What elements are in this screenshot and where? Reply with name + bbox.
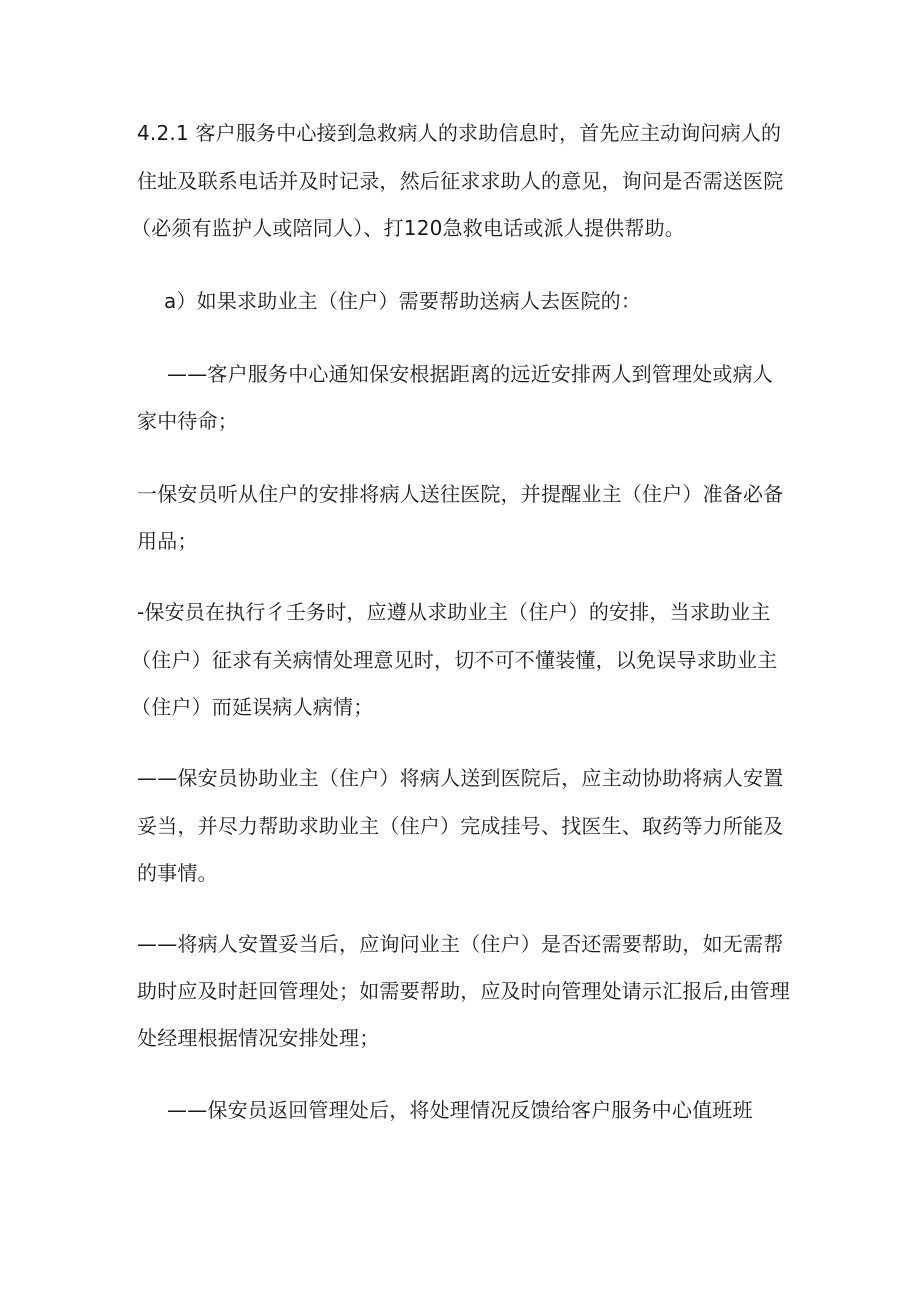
- text-line: a）如果求助业主（住户）需要帮助送病人去医院的：: [164, 289, 642, 313]
- text-line: -保安员在执行彳壬务时，应遵从求助业主（住户）的安排，当求助业主: [137, 600, 771, 624]
- text-line: （住户）而延误病人病情；: [131, 695, 374, 719]
- text-line: （必须有监护人或陪同人）、打120急救电话或派人提供帮助。: [131, 216, 685, 240]
- text-line: ——保安员协助业主（住户）将病人送到医院后，应主动协助将病人安置: [137, 766, 784, 790]
- text-line: 助时应及时赶回管理处；如需要帮助，应及时向管理处请示汇报后,由管理: [137, 979, 790, 1003]
- text-line: 家中待命；: [137, 409, 238, 433]
- text-line: ——保安员返回管理处后，将处理情况反馈给客户服务中心值班班: [167, 1098, 753, 1122]
- text-line: ——客户服务中心通知保安根据距离的远近安排两人到管理处或病人: [167, 362, 773, 386]
- text-line: （住户）征求有关病情处理意见时，切不可不懂装懂，以免误导求助业主: [131, 648, 778, 672]
- text-line: 住址及联系电话并及时记录，然后征求求助人的意见，询问是否需送医院: [137, 169, 784, 193]
- text-line: 处经理根据情况安排处理；: [137, 1026, 380, 1050]
- text-line: 一保安员听从住户的安排将病人送往医院，并提醒业主（住户）准备必备: [137, 482, 784, 506]
- text-line: ——将病人安置妥当后，应询问业主（住户）是否还需要帮助，如无需帮: [137, 932, 784, 956]
- text-line: 的事情。: [137, 861, 218, 885]
- text-line: 妥当，并尽力帮助求助业主（住户）完成挂号、找医生、取药等力所能及: [137, 814, 784, 838]
- text-line: 4.2.1 客户服务中心接到急救病人的求助信息时，首先应主动询问病人的: [137, 121, 782, 145]
- text-line: 用品；: [137, 529, 198, 553]
